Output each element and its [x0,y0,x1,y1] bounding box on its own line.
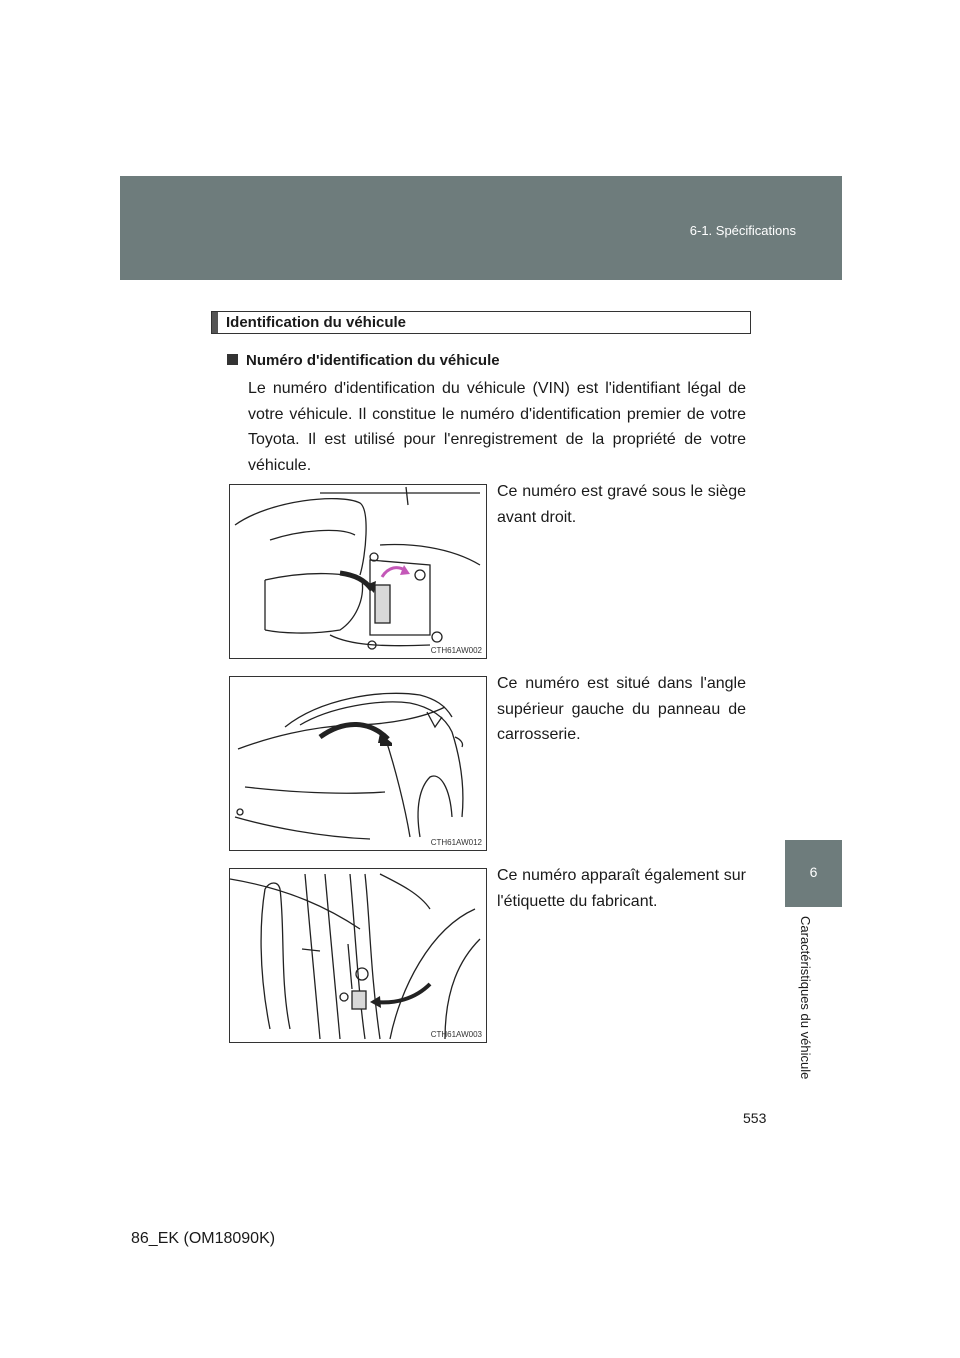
figure-caption: Ce numéro apparaît également sur l'étiquette du fabricant. [497,867,746,910]
figure-code: CTH61AW002 [430,646,482,655]
header-section-title: 6-1. Spécifications [689,223,796,238]
document-code: 86_EK (OM18090K) [131,1230,276,1247]
subsection-heading [227,352,500,369]
page-number: 553 [743,1110,767,1126]
car-illustration [230,677,486,850]
section-title: Identification du véhicule [226,314,407,331]
chapter-tab[interactable] [785,840,842,907]
figure-caption: Ce numéro est situé dans l'angle supérieur gauche du panneau de carrosserie. [497,675,746,743]
subsection-title: Numéro d'identification du véhicule [246,352,500,369]
figure-caption: Ce numéro est gravé sous le siège avant droit. [497,483,746,526]
figure-seat [229,484,487,659]
figure-label-location [229,868,487,1043]
figure-code: CTH61AW003 [430,1030,482,1039]
chapter-label [793,916,815,1096]
section-heading [211,311,751,334]
figure-car [229,676,487,851]
body-paragraph: Le numéro d'identification du véhicule (VIN) est l'identifiant légal de votre véhicule. Il constitue le numéro d'identification premier de votre Toyota. Il est utilisé pour l'enregistrement de la propriété de votre véhicule. [248,380,746,474]
seat-illustration [230,485,486,658]
figure-code: CTH61AW012 [430,838,482,847]
square-bullet-icon [227,354,238,365]
chapter-label-text: Caractéristiques du véhicule [798,916,813,1080]
section-marker [212,312,218,333]
header-band [120,176,842,280]
door-pillar-illustration [230,869,486,1042]
chapter-number: 6 [809,864,818,880]
